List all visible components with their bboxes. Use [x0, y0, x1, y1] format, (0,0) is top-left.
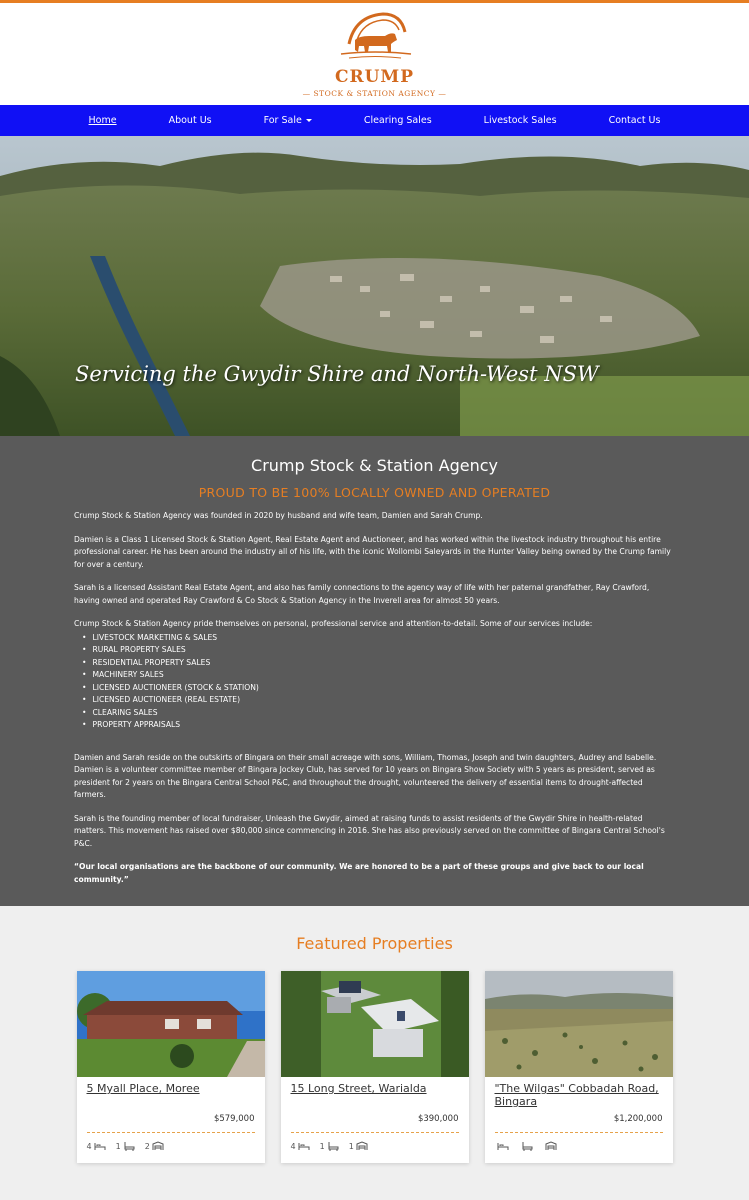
service-item: • LIVESTOCK MARKETING & SALES: [82, 632, 675, 645]
bed-icon: [298, 1141, 310, 1151]
site-header: [0, 3, 749, 105]
about-title: Crump Stock & Station Agency: [251, 456, 498, 475]
bath-icon: [521, 1141, 533, 1151]
about-section: [0, 436, 749, 906]
bathrooms-feature: [320, 1141, 339, 1151]
property-features: [87, 1141, 255, 1151]
property-photo[interactable]: [485, 971, 673, 1077]
service-item: • CLEARING SALES: [82, 707, 675, 720]
nav-for-sale-label: For Sale: [263, 115, 302, 126]
logo-name: CRUMP: [334, 67, 415, 87]
garage-feature: [543, 1141, 557, 1151]
property-price: $390,000: [417, 1114, 459, 1124]
property-photo[interactable]: [281, 971, 469, 1077]
garage-icon: [152, 1141, 164, 1151]
service-item: • LICENSED AUCTIONEER (REAL ESTATE): [82, 694, 675, 707]
logo-tagline: — STOCK & STATION AGENCY —: [302, 89, 447, 98]
hero-aerial-photo: [0, 136, 749, 436]
garage-count: 2: [144, 1141, 150, 1151]
bedrooms-feature: [291, 1141, 310, 1151]
garage-feature: [349, 1141, 368, 1151]
about-paragraph: Sarah is the founding member of local fundraiser, Unleash the Gwydir, aimed at raising funds to assist residents of the Gwydir Shire in health-related matters. This movement has raised over $80,000 since commencing in 2016. She has also previously served on the committee of Bingara Central School's P&C.: [74, 813, 665, 848]
property-card[interactable]: [77, 971, 265, 1163]
property-card[interactable]: [485, 971, 673, 1163]
about-paragraph: Sarah is a licensed Assistant Real Estate Agent, and also has family connections to the agency way of life with her paternal grandfather, Ray Crawford, having owned and operated Ray Crawford & Co Stock & Station Agency in the Inverell area for almost 50 years.: [74, 583, 650, 605]
divider: [495, 1132, 663, 1133]
nav-about-us[interactable]: About Us: [168, 115, 212, 126]
bed-icon: [497, 1141, 509, 1151]
bedrooms-count: 4: [86, 1141, 92, 1151]
about-quote: “Our local organisations are the backbone of our community. We are honored to be a part of these groups and give back to our local community.”: [74, 862, 644, 884]
bath-icon: [123, 1141, 135, 1151]
nav-contact-us[interactable]: Contact Us: [608, 115, 661, 126]
property-price: $579,000: [213, 1114, 255, 1124]
services-list: [82, 632, 675, 732]
garage-icon: [356, 1141, 368, 1151]
bathrooms-count: 1: [319, 1141, 325, 1151]
nav-clearing-sales[interactable]: Clearing Sales: [363, 115, 432, 126]
service-item: • MACHINERY SALES: [82, 669, 675, 682]
featured-properties: [0, 906, 749, 1163]
bedrooms-feature: [495, 1141, 509, 1151]
property-features: [291, 1141, 459, 1151]
bathrooms-count: 1: [115, 1141, 121, 1151]
nav-home[interactable]: Home: [88, 115, 117, 126]
nav-livestock-sales[interactable]: Livestock Sales: [483, 115, 557, 126]
about-paragraph: Crump Stock & Station Agency pride themselves on personal, professional service and attention-to-detail. Some of our services include:: [74, 619, 593, 628]
bath-icon: [327, 1141, 339, 1151]
divider: [291, 1132, 459, 1133]
about-paragraph: Crump Stock & Station Agency was founded in 2020 by husband and wife team, Damien and Sarah Crump.: [74, 511, 483, 520]
property-card[interactable]: [281, 971, 469, 1163]
property-price: $1,200,000: [613, 1114, 663, 1124]
service-item: • RURAL PROPERTY SALES: [82, 644, 675, 657]
hero-carousel[interactable]: [0, 136, 749, 436]
garage-icon: [545, 1141, 557, 1151]
featured-title: Featured Properties: [296, 934, 453, 953]
nav-for-sale[interactable]: [264, 115, 312, 126]
garage-count: 1: [348, 1141, 354, 1151]
property-title[interactable]: 5 Myall Place, Moree: [86, 1082, 200, 1095]
main-nav: [0, 105, 749, 136]
service-item: • PROPERTY APPRAISALS: [82, 719, 675, 732]
property-features: [495, 1141, 663, 1151]
service-item: • LICENSED AUCTIONEER (STOCK & STATION): [82, 682, 675, 695]
caret-down-icon: [306, 119, 312, 122]
garage-feature: [145, 1141, 164, 1151]
divider: [87, 1132, 255, 1133]
property-cards: [0, 971, 749, 1163]
site-logo[interactable]: [303, 10, 447, 98]
property-title[interactable]: 15 Long Street, Warialda: [290, 1082, 427, 1095]
service-item: • RESIDENTIAL PROPERTY SALES: [82, 657, 675, 670]
about-paragraph: Damien and Sarah reside on the outskirts of Bingara on their small acreage with sons, William, Thomas, Joseph and twin daughters, Audrey and Isabelle. Damien is a volunteer committee member of Bingara Jockey Club, has served for 10 years on Bingara Show Society with 5 years as president, served as president for 2 years on the Bingara Central School P&C, and throughout the drought, volunteered the delivery of essential items to drought-affected farmers.: [74, 752, 657, 799]
property-title[interactable]: "The Wilgas" Cobbadah Road, Bingara: [494, 1082, 659, 1108]
about-subtitle: PROUD TO BE 100% LOCALLY OWNED AND OPERATED: [198, 485, 551, 500]
bathrooms-feature: [519, 1141, 533, 1151]
bedrooms-count: 4: [290, 1141, 296, 1151]
about-paragraph: Damien is a Class 1 Licensed Stock & Station Agent, Real Estate Agent and Auctioneer, and has worked within the livestock industry throughout his entire professional career. He has been around the industry all of his life, with the iconic Wollombi Saleyards in the Hunter Valley being owned by the Crump family for over a century.: [74, 534, 671, 569]
hero-caption: Servicing the Gwydir Shire and North-West NSW: [75, 362, 599, 386]
bathrooms-feature: [116, 1141, 135, 1151]
bed-icon: [94, 1141, 106, 1151]
bull-logo-icon: [335, 10, 415, 66]
bedrooms-feature: [87, 1141, 106, 1151]
property-photo[interactable]: [77, 971, 265, 1077]
